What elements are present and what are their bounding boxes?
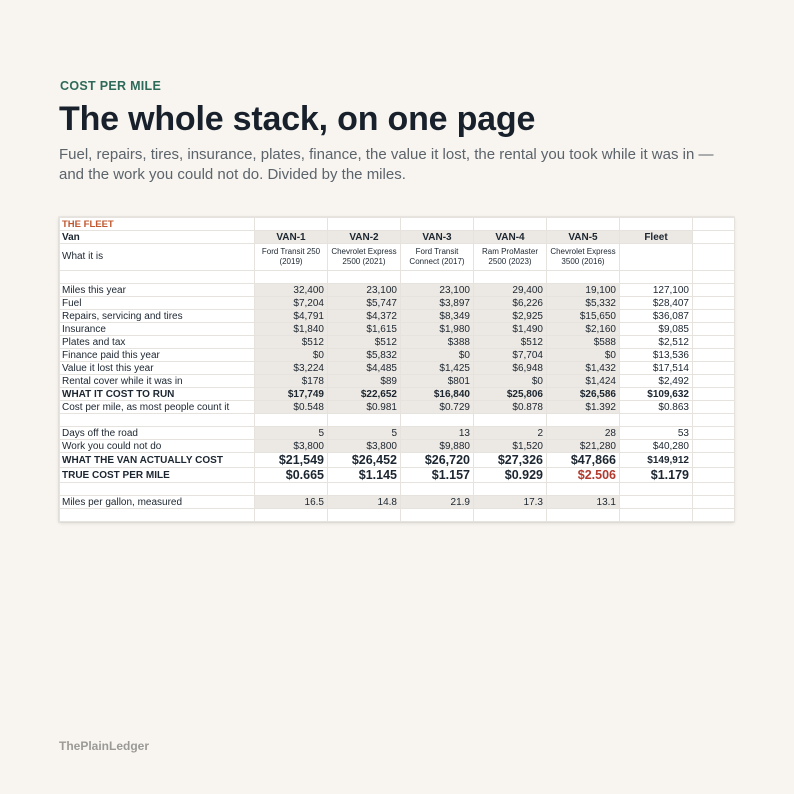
- data-row: [60, 453, 735, 468]
- cell-van-3: $1,425: [401, 362, 474, 375]
- cell-van-4: $0.878: [474, 401, 547, 414]
- page-kicker: COST PER MILE: [60, 79, 162, 93]
- cell-van-2: [328, 271, 401, 284]
- cell-van-5: $2.506: [547, 468, 620, 483]
- cell-empty: [693, 509, 735, 522]
- data-row: [60, 323, 735, 336]
- cell-fleet: [620, 496, 693, 509]
- row-label: Miles this year: [60, 284, 255, 297]
- cell-fleet: $1.179: [620, 468, 693, 483]
- cell-fleet: [620, 218, 693, 231]
- cell-van-3: $1,980: [401, 323, 474, 336]
- cell-van-4: $1,490: [474, 323, 547, 336]
- cell-van-3: [401, 483, 474, 496]
- cell-empty: [693, 468, 735, 483]
- cell-empty: [693, 336, 735, 349]
- spacer-row: [60, 483, 735, 496]
- cell-van-5: $0: [547, 349, 620, 362]
- cell-van-1: $3,800: [255, 440, 328, 453]
- cell-van-2: 23,100: [328, 284, 401, 297]
- cell-fleet: $149,912: [620, 453, 693, 468]
- row-label: Fuel: [60, 297, 255, 310]
- cell-fleet: 127,100: [620, 284, 693, 297]
- cell-van-5: VAN-5: [547, 231, 620, 244]
- cell-van-5: 19,100: [547, 284, 620, 297]
- cell-fleet: $40,280: [620, 440, 693, 453]
- cell-van-2: [328, 483, 401, 496]
- cell-fleet: $13,536: [620, 349, 693, 362]
- cell-empty: [693, 284, 735, 297]
- cell-van-5: 13.1: [547, 496, 620, 509]
- cell-fleet: Fleet: [620, 231, 693, 244]
- cell-van-5: [547, 509, 620, 522]
- cell-empty: [693, 375, 735, 388]
- cell-van-3: $1.157: [401, 468, 474, 483]
- cell-van-4: 29,400: [474, 284, 547, 297]
- cell-fleet: $2,492: [620, 375, 693, 388]
- cell-van-4: [474, 414, 547, 427]
- row-label: Value it lost this year: [60, 362, 255, 375]
- cell-van-4: $512: [474, 336, 547, 349]
- cell-van-4: VAN-4: [474, 231, 547, 244]
- row-label: Finance paid this year: [60, 349, 255, 362]
- row-label: [60, 271, 255, 284]
- cell-van-3: $8,349: [401, 310, 474, 323]
- cell-van-3: VAN-3: [401, 231, 474, 244]
- cell-van-4: $1,520: [474, 440, 547, 453]
- cell-van-1: VAN-1: [255, 231, 328, 244]
- data-row: [60, 349, 735, 362]
- cell-van-5: $26,586: [547, 388, 620, 401]
- cell-van-5: $21,280: [547, 440, 620, 453]
- cell-fleet: [620, 509, 693, 522]
- cell-van-2: $1.145: [328, 468, 401, 483]
- page-subtitle: Fuel, repairs, tires, insurance, plates, finance, the value it lost, the rental you took while it was in — and the work you could not do. Divided by the miles.: [59, 146, 714, 183]
- cell-van-2: $3,800: [328, 440, 401, 453]
- cell-fleet: [620, 483, 693, 496]
- cell-empty: [693, 414, 735, 427]
- cell-van-2: $512: [328, 336, 401, 349]
- cell-van-1: $7,204: [255, 297, 328, 310]
- cell-van-2: $1,615: [328, 323, 401, 336]
- cell-van-5: $1,424: [547, 375, 620, 388]
- cell-van-5: $1.392: [547, 401, 620, 414]
- row-label: Van: [60, 231, 255, 244]
- cell-van-2: $26,452: [328, 453, 401, 468]
- page-title: The whole stack, on one page: [59, 100, 536, 138]
- cell-van-5: [547, 271, 620, 284]
- cell-empty: [693, 349, 735, 362]
- cell-van-1: $0.665: [255, 468, 328, 483]
- cell-empty: [693, 427, 735, 440]
- cell-van-4: [474, 271, 547, 284]
- cell-van-4: 2: [474, 427, 547, 440]
- cell-fleet: [620, 414, 693, 427]
- row-label: Rental cover while it was in: [60, 375, 255, 388]
- cell-van-3: 21.9: [401, 496, 474, 509]
- cell-empty: [693, 310, 735, 323]
- cell-van-5: $588: [547, 336, 620, 349]
- data-row: [60, 401, 735, 414]
- cell-van-3: 23,100: [401, 284, 474, 297]
- row-label: Repairs, servicing and tires: [60, 310, 255, 323]
- cell-van-2: $5,832: [328, 349, 401, 362]
- cell-van-4: [474, 509, 547, 522]
- row-label: [60, 414, 255, 427]
- row-label: WHAT THE VAN ACTUALLY COST: [60, 453, 255, 468]
- cell-van-4: $2,925: [474, 310, 547, 323]
- row-label: What it is: [60, 244, 255, 271]
- cell-van-3: Ford Transit Connect (2017): [401, 244, 474, 271]
- row-label: Cost per mile, as most people count it: [60, 401, 255, 414]
- cell-van-1: $4,791: [255, 310, 328, 323]
- cell-van-2: [328, 509, 401, 522]
- spacer-row: [60, 414, 735, 427]
- cell-fleet: $2,512: [620, 336, 693, 349]
- data-row: [60, 297, 735, 310]
- cell-van-1: $3,224: [255, 362, 328, 375]
- cell-van-5: [547, 218, 620, 231]
- what-it-is-row: [60, 244, 735, 271]
- cell-van-5: $5,332: [547, 297, 620, 310]
- cell-van-3: $3,897: [401, 297, 474, 310]
- cell-empty: [693, 218, 735, 231]
- cell-empty: [693, 440, 735, 453]
- section-label-row: [60, 218, 735, 231]
- cell-van-4: $7,704: [474, 349, 547, 362]
- cell-van-1: 32,400: [255, 284, 328, 297]
- cell-van-4: $27,326: [474, 453, 547, 468]
- cell-van-2: [328, 218, 401, 231]
- cell-van-3: [401, 414, 474, 427]
- cell-van-1: [255, 509, 328, 522]
- row-label: Work you could not do: [60, 440, 255, 453]
- cell-van-2: 14.8: [328, 496, 401, 509]
- cell-fleet: $9,085: [620, 323, 693, 336]
- cell-empty: [693, 362, 735, 375]
- cell-van-4: [474, 218, 547, 231]
- fleet-table-body: [60, 218, 735, 522]
- cell-van-2: 5: [328, 427, 401, 440]
- cell-fleet: $36,087: [620, 310, 693, 323]
- row-label: TRUE COST PER MILE: [60, 468, 255, 483]
- cell-van-1: $0.548: [255, 401, 328, 414]
- cell-van-4: $6,948: [474, 362, 547, 375]
- cell-van-3: $801: [401, 375, 474, 388]
- cell-empty: [693, 388, 735, 401]
- row-label: [60, 483, 255, 496]
- cell-van-1: $0: [255, 349, 328, 362]
- cell-empty: [693, 453, 735, 468]
- cell-empty: [693, 244, 735, 271]
- cell-van-5: Chevrolet Express 3500 (2016): [547, 244, 620, 271]
- cell-fleet: $17,514: [620, 362, 693, 375]
- cell-van-1: $512: [255, 336, 328, 349]
- cell-van-4: [474, 483, 547, 496]
- cell-van-3: [401, 271, 474, 284]
- fleet-spreadsheet: [59, 217, 734, 522]
- row-label: WHAT IT COST TO RUN: [60, 388, 255, 401]
- cell-fleet: $28,407: [620, 297, 693, 310]
- cell-empty: [693, 496, 735, 509]
- cell-van-3: $26,720: [401, 453, 474, 468]
- header-row: [60, 231, 735, 244]
- cell-van-2: $89: [328, 375, 401, 388]
- cell-van-1: Ford Transit 250 (2019): [255, 244, 328, 271]
- cell-van-2: $4,485: [328, 362, 401, 375]
- cell-van-3: $0: [401, 349, 474, 362]
- spacer-row: [60, 271, 735, 284]
- cell-van-2: $0.981: [328, 401, 401, 414]
- cell-empty: [693, 401, 735, 414]
- data-row: [60, 362, 735, 375]
- data-row: [60, 468, 735, 483]
- cell-van-2: $4,372: [328, 310, 401, 323]
- cell-empty: [693, 271, 735, 284]
- data-row: [60, 375, 735, 388]
- cell-van-1: $1,840: [255, 323, 328, 336]
- data-row: [60, 336, 735, 349]
- cell-van-3: [401, 218, 474, 231]
- cell-fleet: $109,632: [620, 388, 693, 401]
- cell-van-5: 28: [547, 427, 620, 440]
- cell-van-1: [255, 271, 328, 284]
- cell-van-4: $0.929: [474, 468, 547, 483]
- spacer-row: [60, 509, 735, 522]
- cell-empty: [693, 483, 735, 496]
- cell-van-5: $47,866: [547, 453, 620, 468]
- cell-van-1: 5: [255, 427, 328, 440]
- cell-van-5: $2,160: [547, 323, 620, 336]
- cell-van-3: $0.729: [401, 401, 474, 414]
- cell-van-3: $9,880: [401, 440, 474, 453]
- cell-fleet: [620, 244, 693, 271]
- row-label: THE FLEET: [60, 218, 255, 231]
- cell-van-1: $17,749: [255, 388, 328, 401]
- cell-van-3: $16,840: [401, 388, 474, 401]
- cell-empty: [693, 297, 735, 310]
- cell-van-2: VAN-2: [328, 231, 401, 244]
- row-label: Insurance: [60, 323, 255, 336]
- cell-van-4: $0: [474, 375, 547, 388]
- brand-footer: ThePlainLedger: [59, 739, 150, 753]
- cell-van-2: Chevrolet Express 2500 (2021): [328, 244, 401, 271]
- cell-van-2: $5,747: [328, 297, 401, 310]
- cell-van-2: [328, 414, 401, 427]
- row-label: Plates and tax: [60, 336, 255, 349]
- fleet-table: [59, 217, 735, 522]
- cell-van-1: [255, 483, 328, 496]
- cell-empty: [693, 231, 735, 244]
- data-row: [60, 310, 735, 323]
- row-label: Miles per gallon, measured: [60, 496, 255, 509]
- data-row: [60, 440, 735, 453]
- cell-van-3: [401, 509, 474, 522]
- cell-van-4: $25,806: [474, 388, 547, 401]
- cell-fleet: [620, 271, 693, 284]
- data-row: [60, 284, 735, 297]
- cell-van-4: Ram ProMaster 2500 (2023): [474, 244, 547, 271]
- cell-van-3: 13: [401, 427, 474, 440]
- cell-van-5: $1,432: [547, 362, 620, 375]
- cell-van-1: [255, 218, 328, 231]
- cell-van-5: [547, 483, 620, 496]
- cell-van-4: $6,226: [474, 297, 547, 310]
- cell-van-5: $15,650: [547, 310, 620, 323]
- cell-fleet: $0.863: [620, 401, 693, 414]
- cell-van-1: $178: [255, 375, 328, 388]
- cell-fleet: 53: [620, 427, 693, 440]
- cell-van-2: $22,652: [328, 388, 401, 401]
- cell-van-4: 17.3: [474, 496, 547, 509]
- cell-van-1: 16.5: [255, 496, 328, 509]
- cell-van-5: [547, 414, 620, 427]
- mpg-row: [60, 496, 735, 509]
- data-row: [60, 388, 735, 401]
- cell-van-1: [255, 414, 328, 427]
- cell-van-3: $388: [401, 336, 474, 349]
- cell-empty: [693, 323, 735, 336]
- data-row: [60, 427, 735, 440]
- cell-van-1: $21,549: [255, 453, 328, 468]
- row-label: Days off the road: [60, 427, 255, 440]
- row-label: [60, 509, 255, 522]
